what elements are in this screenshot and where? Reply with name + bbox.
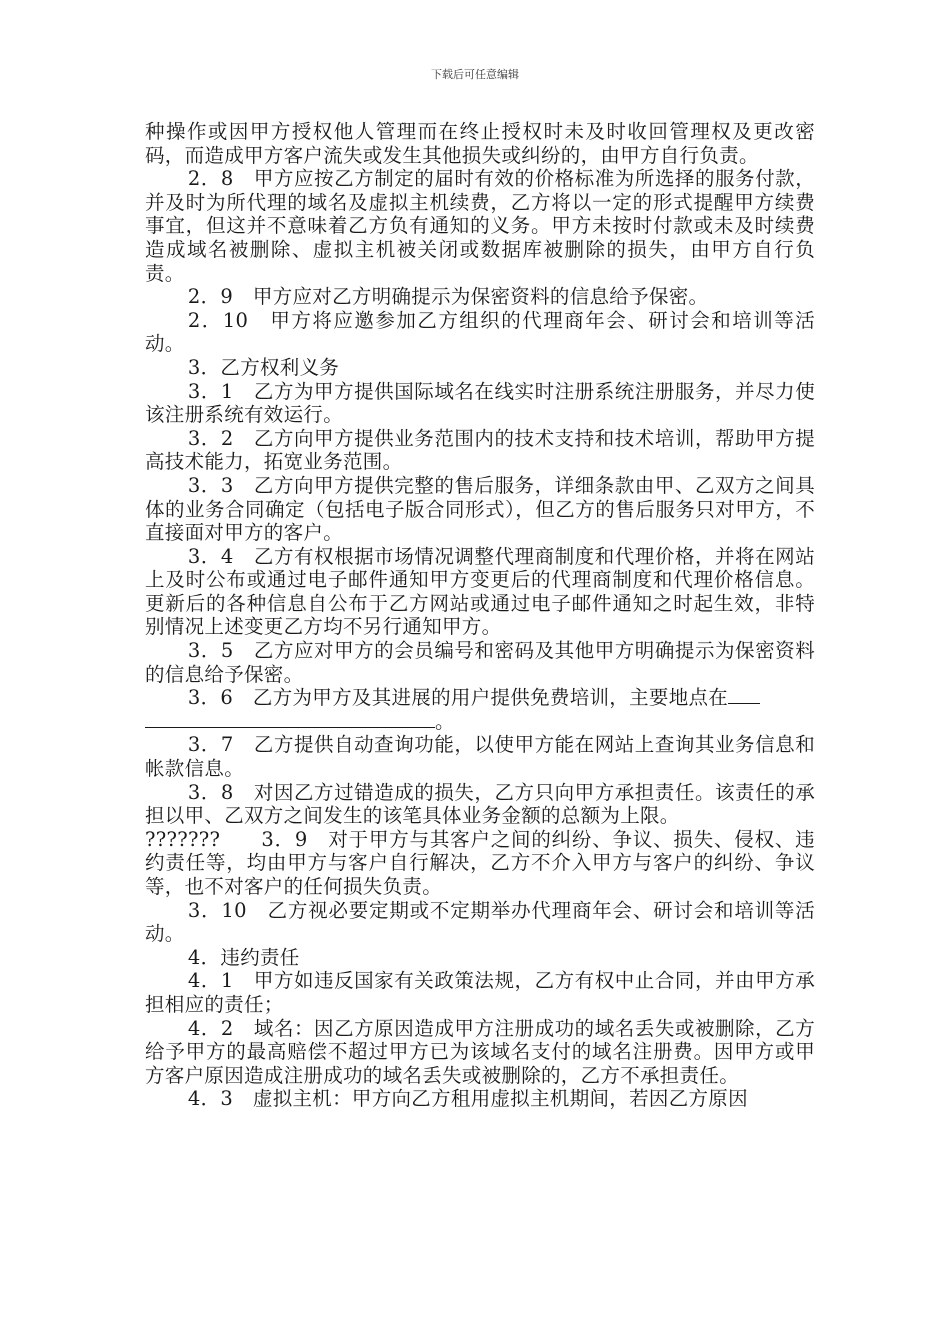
clauses-part-2 <box>145 733 815 1111</box>
clauses-part-1 <box>145 120 815 686</box>
clause-paragraph: 3．4 乙方有权根据市场情况调整代理商制度和代理价格，并将在网站上及时公布或通过电子邮件通知甲方变更后的代理商制度和代理价格信息。更新后的各种信息自公布于乙方网站或通过电子邮件通知之时起生效，非特别情况上述变更乙方均不另行通知甲方。 <box>145 544 815 639</box>
clause-paragraph: 4．1 甲方如违反国家有关政策法规，乙方有权中止合同，并由甲方承担相应的责任； <box>145 969 815 1016</box>
document-body <box>145 120 815 1111</box>
clause-paragraph: 4．2 域名：因乙方原因造成甲方注册成功的域名丢失或被删除，乙方给予甲方的最高赔偿不超过甲方已为该域名支付的域名注册费。因甲方或甲方客户原因造成注册成功的域名丢失或被删除的，乙方不承担责任。 <box>145 1016 815 1087</box>
clause-paragraph: 4．违约责任 <box>187 945 300 969</box>
clause-paragraph: 3．1 乙方为甲方提供国际域名在线实时注册系统注册服务，并尽力使该注册系统有效运行。 <box>145 379 815 427</box>
clause-paragraph: 3．10 乙方视必要定期或不定期举办代理商年会、研讨会和培训等活动。 <box>145 898 815 946</box>
clause-3-6-end: 。 <box>435 709 455 733</box>
clause-paragraph: 3．乙方权利义务 <box>187 355 340 379</box>
clause-paragraph: 种操作或因甲方授权他人管理而在终止授权时未及时收回管理权及更改密码，而造成甲方客户流失或发生其他损失或纠纷的，由甲方自行负责。 <box>145 120 815 167</box>
fill-in-blank-training-location <box>728 687 760 704</box>
clause-paragraph: 3．2 乙方向甲方提供业务范围内的技术支持和技术培训，帮助甲方提高技术能力，拓宽业务范围。 <box>145 426 815 474</box>
clause-paragraph: 3．5 乙方应对甲方的会员编号和密码及其他甲方明确提示为保密资料的信息给予保密。 <box>145 639 815 686</box>
clause-3-6 <box>145 686 815 733</box>
clause-paragraph: 2．10 甲方将应邀参加乙方组织的代理商年会、研讨会和培训等活动。 <box>145 308 815 356</box>
clause-paragraph: 2．9 甲方应对乙方明确提示为保密资料的信息给予保密。 <box>187 285 709 309</box>
clause-paragraph: ??????? 3．9 对于甲方与其客户之间的纠纷、争议、损失、侵权、违约责任等，均由甲方与客户自行解决，乙方不介入甲方与客户的纠纷、争议等，也不对客户的任何损失负责。 <box>145 827 815 898</box>
clause-paragraph: 4．3 虚拟主机：甲方向乙方租用虚拟主机期间，若因乙方原因 <box>187 1087 748 1111</box>
clause-paragraph: 3．8 对因乙方过错造成的损失，乙方只向甲方承担责任。该责任的承担以甲、乙双方之间发生的该笔具体业务金额的总额为上限。 <box>145 780 815 828</box>
page-header-note: 下载后可任意编辑 <box>431 68 519 81</box>
clause-3-6-text: 3．6 乙方为甲方及其进展的用户提供免费培训，主要地点在 <box>187 686 729 710</box>
fill-in-blank-training-location-cont <box>145 711 435 728</box>
clause-paragraph: 3．7 乙方提供自动查询功能，以使甲方能在网站上查询其业务信息和帐款信息。 <box>145 733 815 781</box>
clause-paragraph: 3．3 乙方向甲方提供完整的售后服务，详细条款由甲、乙双方之间具体的业务合同确定（包括电子版合同形式），但乙方的售后服务只对甲方，不直接面对甲方的客户。 <box>145 473 815 545</box>
clause-paragraph: 2．8 甲方应按乙方制定的届时有效的价格标准为所选择的服务付款，并及时为所代理的域名及虚拟主机续费，乙方将以一定的形式提醒甲方续费事宜，但这并不意味着乙方负有通知的义务。甲方未按时付款或未及时续费造成域名被删除、虚拟主机被关闭或数据库被删除的损失，由甲方自行负责。 <box>145 167 815 285</box>
